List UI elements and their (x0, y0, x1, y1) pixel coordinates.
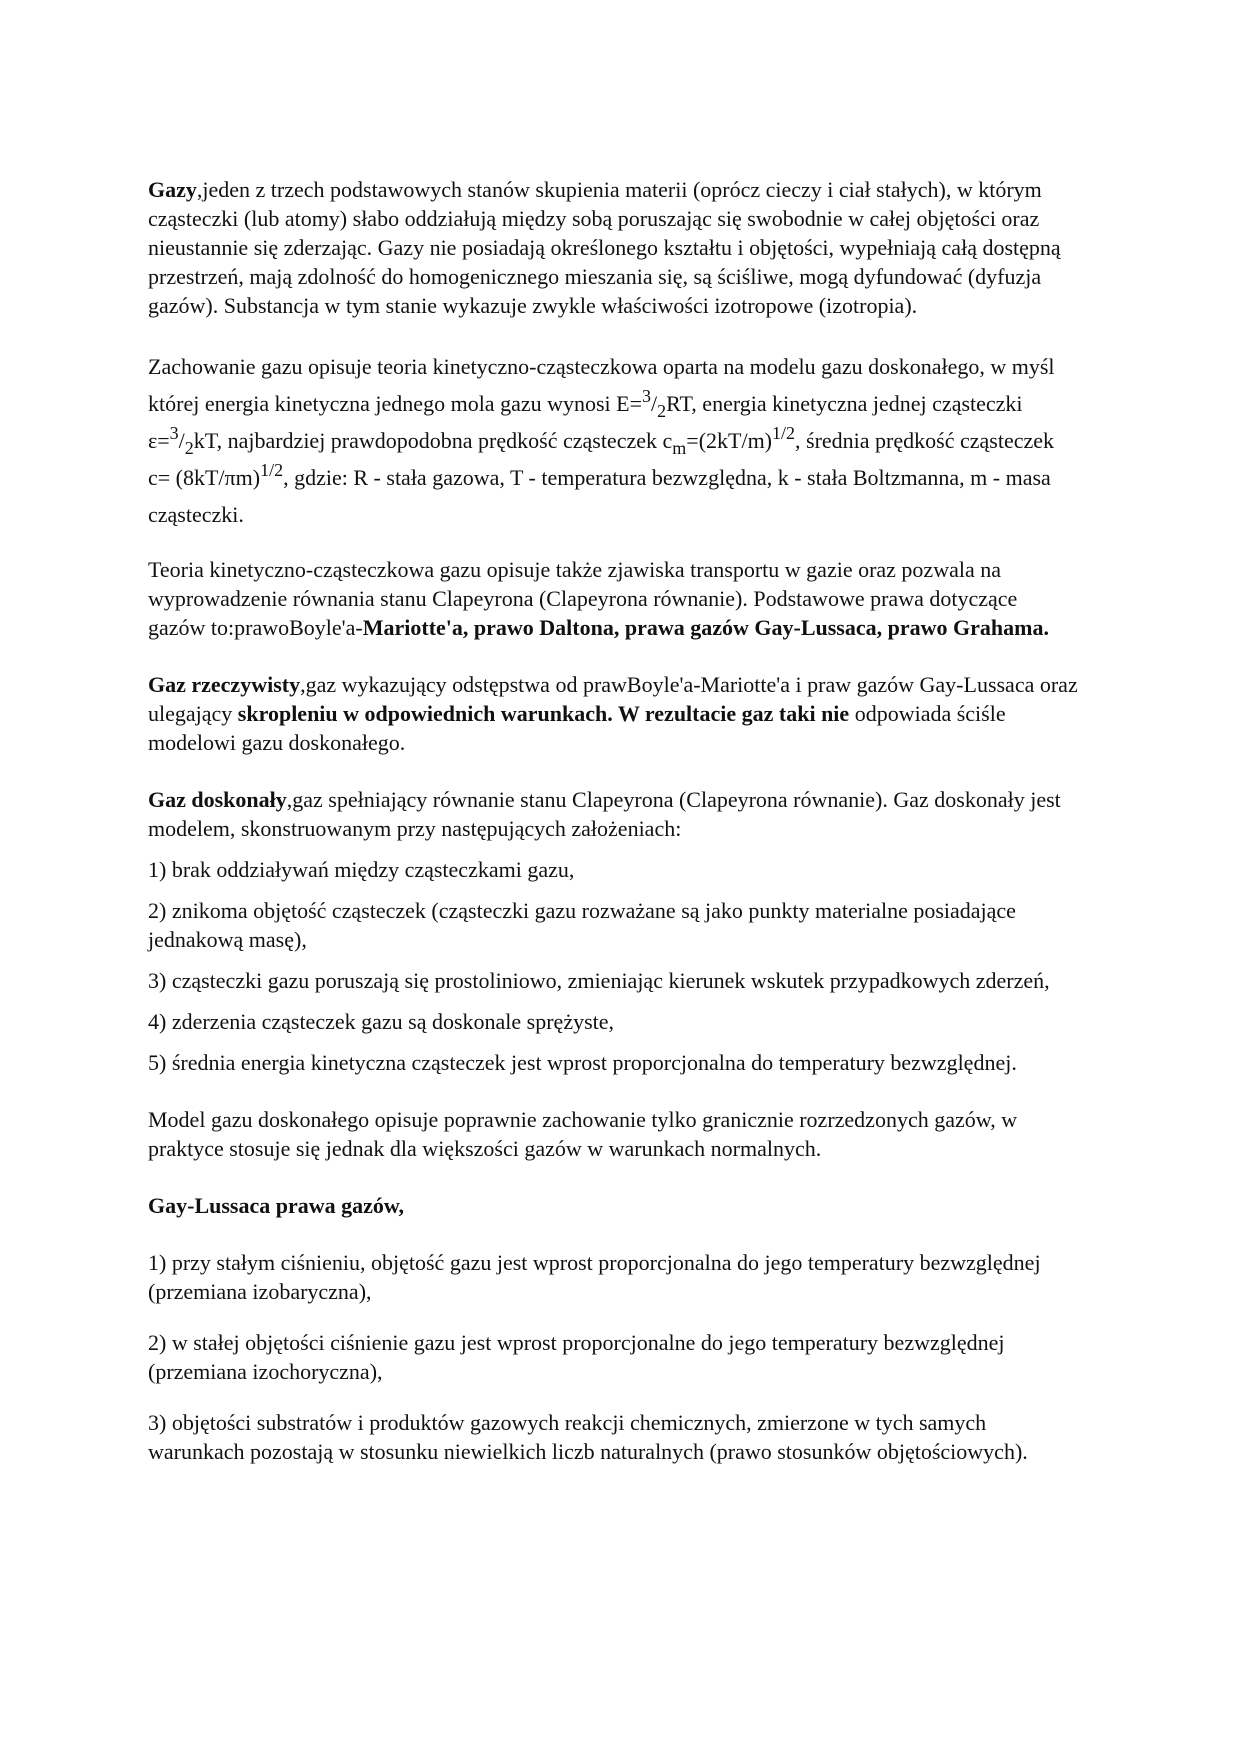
paragraph-kinetic-theory (148, 348, 1080, 533)
heading-gay-lussac (148, 1191, 1080, 1220)
superscript-3a: 3 (642, 386, 652, 406)
list-item: 2) w stałej objętości ciśnienie gazu jest wprost proporcjonalne do jego temperatury bezwzględnej (przemiana izochoryczna), (148, 1330, 1005, 1384)
kinetic-text-3: kT, najbardziej prawdopodobna prędkość cząsteczek c (193, 428, 673, 453)
paragraph-model (148, 1105, 1080, 1163)
real-gas-text-2: odpowiada ściśle modelowi gazu doskonałego. (148, 701, 1006, 755)
gay-lussac-list (148, 1248, 1080, 1466)
real-gas-text-1: ,gaz wykazujący odstępstwa od prawBoyle'a-Mariotte'a i praw gazów Gay-Lussaca oraz ulegający (148, 672, 1078, 726)
superscript-half-a: 1/2 (772, 423, 796, 443)
term-real-gas: Gaz rzeczywisty (148, 672, 301, 697)
list-item: 3) cząsteczki gazu poruszają się prostoliniowo, zmieniając kierunek wskutek przypadkowych zderzeń, (148, 968, 1050, 993)
term-gazy: Gazy (148, 177, 197, 202)
slash-a: / (651, 391, 658, 416)
kinetic-text-1: Zachowanie gazu opisuje teoria kinetyczno-cząsteczkowa oparta na modelu gazu doskonałego, w myśl której energia kinetyczna jednego mola gazu wynosi E= (148, 354, 1055, 416)
paragraph-real-gas (148, 670, 1080, 757)
list-item: 5) średnia energia kinetyczna cząsteczek jest wprost proporcjonalna do temperatury bezwzględnej. (148, 1050, 1017, 1075)
kinetic-text-4: =(2kT/m) (686, 428, 773, 453)
subscript-2a: 2 (657, 401, 667, 421)
kinetic-text-6: , gdzie: R - stała gazowa, T - temperatura bezwzględna, k - stała Boltzmanna, m - masa cząsteczki. (148, 465, 1051, 527)
paragraph-transport (148, 555, 1080, 642)
list-item: 2) znikoma objętość cząsteczek (cząsteczki gazu rozważane są jako punkty materialne posiadające jednakową masę), (148, 898, 1016, 952)
list-item: 3) objętości substratów i produktów gazowych reakcji chemicznych, zmierzone w tych samych warunkach pozostają w stosunku niewielkich liczb naturalnych (prawo stosunków objętościowych). (148, 1410, 1028, 1464)
paragraph-gazy-text: ,jeden z trzech podstawowych stanów skupienia materii (oprócz cieczy i ciał stałych), w którym cząsteczki (lub atomy) słabo oddziałują między sobą poruszając się swobodnie w całej objętości oraz nieustannie się zderzając. Gazy nie posiadają określonego kształtu i objętości, wypełniają całą dostępną przestrzeń, mają zdolność do homogenicznego mieszania się, są ściśliwe, mogą dyfundować (dyfuzja gazów). Substancja w tym stanie wykazuje zwykle właściwości izotropowe (izotropia). (148, 177, 1061, 318)
heading-gay-lussac-text: Gay-Lussaca prawa gazów, (148, 1193, 405, 1218)
term-ideal-gas: Gaz doskonały (148, 787, 287, 812)
subscript-2b: 2 (184, 438, 194, 458)
kinetic-text-2: RT, energia kinetyczna jednej cząsteczki ε= (148, 391, 1023, 453)
model-text: Model gazu doskonałego opisuje poprawnie zachowanie tylko granicznie rozrzedzonych gazów, w praktyce stosuje się jednak dla większości gazów w warunkach normalnych. (148, 1107, 1018, 1161)
paragraph-ideal-gas (148, 785, 1080, 843)
real-gas-bold-text: skropleniu w odpowiednich warunkach. W rezultacie gaz taki nie (237, 701, 850, 726)
list-item: 1) przy stałym ciśnieniu, objętość gazu jest wprost proporcjonalna do jego temperatury bezwzględnej (przemiana izobaryczna), (148, 1250, 1041, 1304)
superscript-3b: 3 (169, 423, 179, 443)
paragraph-gazy (148, 175, 1080, 320)
transport-bold-text: Mariotte'a, prawo Daltona, prawa gazów Gay-Lussaca, prawo Grahama. (362, 615, 1049, 640)
list-item: 4) zderzenia cząsteczek gazu są doskonale sprężyste, (148, 1009, 615, 1034)
superscript-half-b: 1/2 (260, 460, 284, 480)
assumptions-list (148, 855, 1080, 1077)
slash-b: / (178, 428, 185, 453)
kinetic-text-5: , średnia prędkość cząsteczek c= (8kT/πm) (148, 428, 1055, 490)
list-item: 1) brak oddziaływań między cząsteczkami gazu, (148, 857, 575, 882)
transport-text: Teoria kinetyczno-cząsteczkowa gazu opisuje także zjawiska transportu w gazie oraz pozwala na wyprowadzenie równania stanu Clapeyrona (Clapeyrona równanie). Podstawowe prawa dotyczące gazów to:prawoBoyle'a- (148, 557, 1018, 640)
ideal-gas-text: ,gaz spełniający równanie stanu Clapeyrona (Clapeyrona równanie). Gaz doskonały jest modelem, skonstruowanym przy następujących założeniach: (148, 787, 1061, 841)
subscript-m: m (672, 438, 687, 458)
